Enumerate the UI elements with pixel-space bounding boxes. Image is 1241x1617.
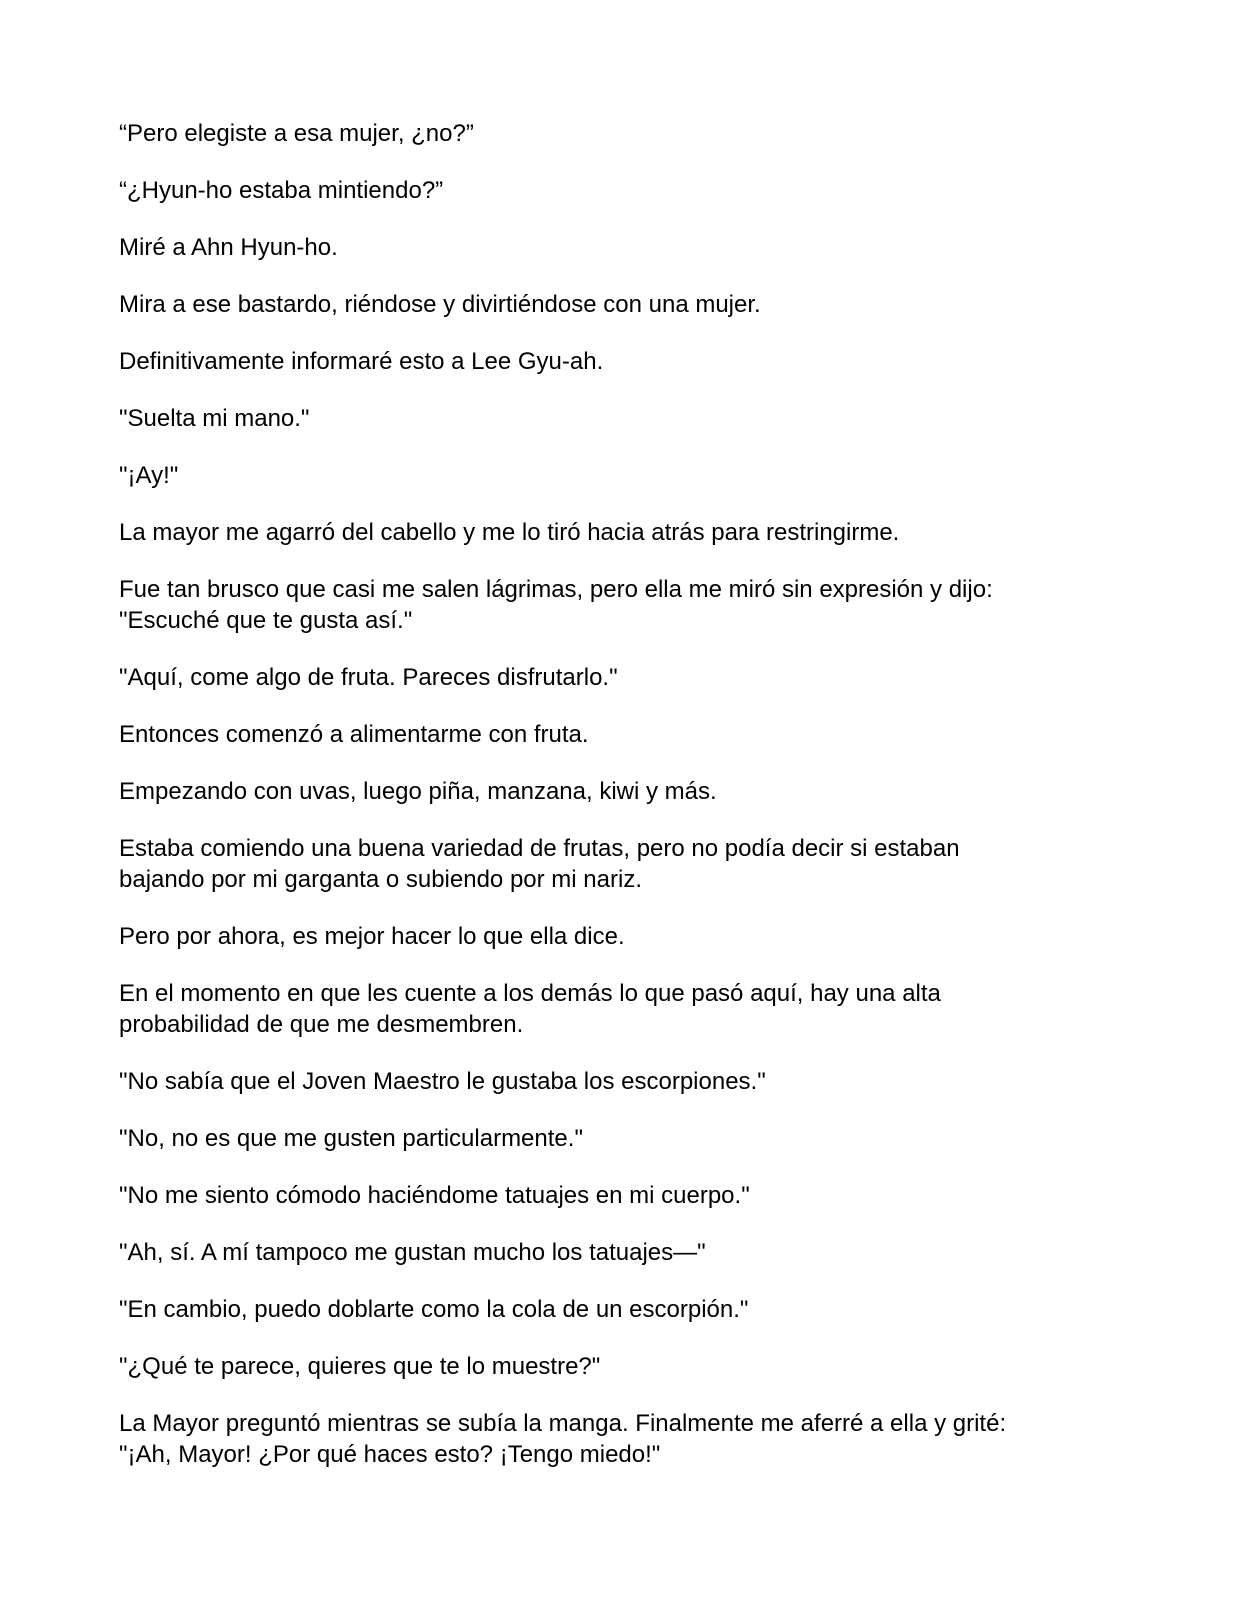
paragraph-4: Mira a ese bastardo, riéndose y divirtiéndose con una mujer. — [119, 291, 761, 318]
paragraph-6: "Suelta mi mano." — [119, 405, 310, 432]
paragraph-3: Miré a Ahn Hyun-ho. — [119, 234, 338, 261]
paragraph-10: "Aquí, come algo de fruta. Pareces disfrutarlo." — [119, 664, 618, 691]
paragraph-19: "Ah, sí. A mí tampoco me gustan mucho los tatuajes—" — [119, 1239, 706, 1266]
paragraph-12: Empezando con uvas, luego piña, manzana, kiwi y más. — [119, 778, 717, 805]
paragraph-18: "No me siento cómodo haciéndome tatuajes en mi cuerpo." — [119, 1182, 750, 1209]
document-body — [119, 118, 1139, 1496]
paragraph-11: Entonces comenzó a alimentarme con fruta. — [119, 721, 589, 748]
paragraph-22: La Mayor preguntó mientras se subía la manga. Finalmente me aferré a ella y grité: "¡Ah, Mayor! ¿Por qué haces esto? ¡Tengo miedo!" — [119, 1410, 1007, 1468]
paragraph-1: “Pero elegiste a esa mujer, ¿no?” — [119, 120, 474, 147]
paragraph-14: Pero por ahora, es mejor hacer lo que ella dice. — [119, 923, 625, 950]
paragraph-5: Definitivamente informaré esto a Lee Gyu-ah. — [119, 348, 604, 375]
paragraph-9: Fue tan brusco que casi me salen lágrimas, pero ella me miró sin expresión y dijo: "Escuché que te gusta así." — [119, 576, 993, 634]
paragraph-15: En el momento en que les cuente a los demás lo que pasó aquí, hay una alta probabilidad de que me desmembren. — [119, 980, 941, 1038]
paragraph-2: “¿Hyun-ho estaba mintiendo?” — [119, 177, 444, 204]
paragraph-8: La mayor me agarró del cabello y me lo tiró hacia atrás para restringirme. — [119, 519, 900, 546]
paragraph-20: "En cambio, puedo doblarte como la cola de un escorpión." — [119, 1296, 749, 1323]
paragraph-21: "¿Qué te parece, quieres que te lo muestre?" — [119, 1353, 601, 1380]
paragraph-13: Estaba comiendo una buena variedad de frutas, pero no podía decir si estaban bajando por mi garganta o subiendo por mi nariz. — [119, 835, 960, 893]
paragraph-17: "No, no es que me gusten particularmente." — [119, 1125, 583, 1152]
paragraph-16: "No sabía que el Joven Maestro le gustaba los escorpiones." — [119, 1068, 766, 1095]
paragraph-7: "¡Ay!" — [119, 462, 179, 489]
